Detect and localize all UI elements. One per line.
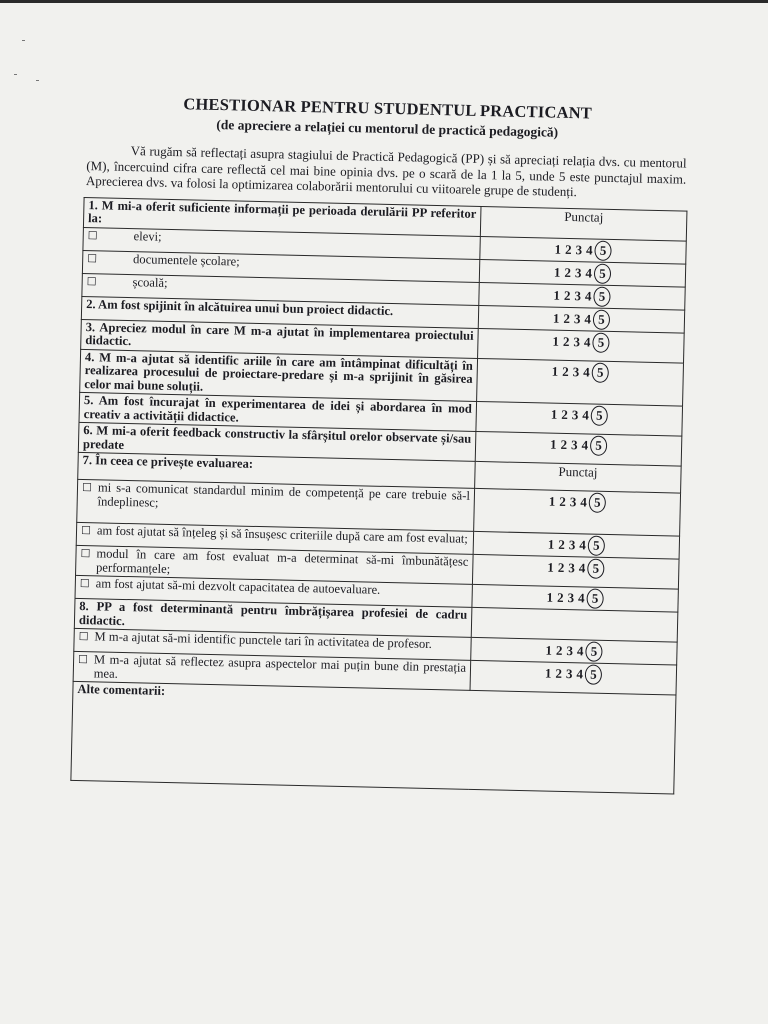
rating-option[interactable]: 4 <box>577 590 589 606</box>
question-text-cell: 5. Am fost încurajat în experimentarea de idei și abordarea în mod creativ a activității didactice. <box>79 392 477 431</box>
rating-option[interactable]: 1 <box>545 642 557 658</box>
rating-option[interactable]: 1 <box>553 264 565 280</box>
checkbox-icon[interactable]: ☐ <box>86 274 97 288</box>
rating-option[interactable]: 3 <box>567 590 579 606</box>
rating-option[interactable]: 2 <box>564 241 576 257</box>
rating-option[interactable]: 1 <box>547 559 559 575</box>
rating-option[interactable]: 1 <box>553 287 565 303</box>
rating-option[interactable]: 4 <box>580 494 591 510</box>
item-text: M m-a ajutat să reflectez asupra aspectelor mai puțin bune din prestația mea. <box>93 652 467 681</box>
item-text: am fost ajutat să-mi dezvolt capacitatea de autoevaluare. <box>95 576 381 597</box>
selected-rating-circle[interactable]: 5 <box>589 493 606 513</box>
item-text: am fost ajutat să înțeleg și să însușesc criteriile după care am fost evaluat; <box>96 523 469 546</box>
selected-rating-circle[interactable]: 5 <box>591 406 608 426</box>
comments-row <box>71 681 676 794</box>
selected-rating-circle[interactable]: 5 <box>590 436 607 456</box>
score-cell <box>477 358 684 406</box>
checkbox-icon[interactable]: ☐ <box>78 629 89 644</box>
questionnaire-page <box>70 92 689 795</box>
selected-rating-circle[interactable]: 5 <box>594 240 611 260</box>
rating-scale[interactable] <box>545 643 602 659</box>
score-cell <box>476 401 683 436</box>
comments-label: Alte comentarii: <box>77 681 166 698</box>
rating-option[interactable]: 4 <box>579 537 591 553</box>
rating-option[interactable]: 3 <box>570 437 582 453</box>
rating-option[interactable]: 1 <box>549 436 561 452</box>
checkbox-icon[interactable]: ☐ <box>87 251 98 265</box>
checkbox-icon[interactable]: ☐ <box>80 524 92 538</box>
score-cell <box>475 431 682 466</box>
checkbox-icon[interactable]: ☐ <box>81 481 93 495</box>
rating-option[interactable]: 2 <box>563 310 575 326</box>
rating-option[interactable]: 4 <box>584 287 596 304</box>
score-cell <box>470 660 677 695</box>
rating-option[interactable]: 3 <box>573 333 585 349</box>
rating-option[interactable]: 3 <box>574 264 586 280</box>
rating-option[interactable]: 1 <box>544 665 556 681</box>
selected-rating-circle[interactable]: 5 <box>588 536 605 556</box>
rating-option[interactable]: 1 <box>554 241 566 257</box>
item-text: elevi; <box>133 228 162 244</box>
rating-option[interactable]: 2 <box>555 642 567 659</box>
rating-scale[interactable] <box>545 666 602 682</box>
rating-option[interactable]: 4 <box>585 241 597 258</box>
rating-option[interactable]: 3 <box>565 666 577 682</box>
checkbox-icon[interactable]: ☐ <box>87 228 98 242</box>
question-text-cell: 7. În ceea ce privește evaluarea: <box>78 452 476 488</box>
questionnaire-table <box>70 196 687 794</box>
rating-option[interactable]: 3 <box>573 310 585 326</box>
rating-option[interactable]: 2 <box>562 333 574 349</box>
rating-option[interactable]: 4 <box>584 310 596 327</box>
item-text: mi s-a comunicat standardul minim de competență pe care trebuie să-l îndeplinesc; <box>97 480 471 510</box>
rating-option[interactable]: 2 <box>559 493 571 510</box>
rating-option[interactable]: 3 <box>574 287 586 303</box>
rating-option[interactable]: 3 <box>568 537 580 553</box>
empty-score-cell <box>471 607 678 642</box>
rating-option[interactable]: 1 <box>547 536 559 552</box>
selected-rating-circle[interactable]: 5 <box>594 263 611 283</box>
rating-option[interactable]: 1 <box>546 589 558 605</box>
question-text-cell: 6. M mi-a oferit feedback constructiv la sfârșitul orelor observate și/sau predate <box>78 422 476 461</box>
rating-scale[interactable] <box>546 590 603 606</box>
rating-scale[interactable] <box>554 241 611 257</box>
page-title: CHESTIONAR PENTRU STUDENTUL PRACTICANT <box>183 94 593 123</box>
rating-option[interactable]: 3 <box>572 363 584 379</box>
rating-option[interactable]: 4 <box>582 407 593 423</box>
rating-scale[interactable] <box>553 310 610 326</box>
question-text-cell: 4. M m-a ajutat să identific ariile în care am întâmpinat dificultăți în realizarea procesului de proiectare-predare și m-a sprijinit în găsirea celor mai bune soluții. <box>80 349 478 401</box>
punctaj-label: Punctaj <box>564 208 604 225</box>
score-cell <box>474 488 681 536</box>
rating-option[interactable]: 1 <box>552 333 564 349</box>
rating-option[interactable]: 2 <box>555 665 567 682</box>
rating-option[interactable]: 2 <box>558 536 570 553</box>
rating-scale[interactable] <box>554 264 611 280</box>
rating-scale[interactable] <box>552 333 609 349</box>
rating-option[interactable]: 1 <box>552 310 564 326</box>
score-cell <box>472 554 679 589</box>
rating-option[interactable]: 4 <box>585 264 597 281</box>
checkbox-icon[interactable]: ☐ <box>77 652 89 667</box>
rating-option[interactable]: 3 <box>569 494 581 510</box>
punctaj-label: Punctaj <box>558 463 598 480</box>
rating-scale[interactable] <box>553 287 610 303</box>
rating-option[interactable]: 2 <box>560 436 572 453</box>
score-column-header <box>480 206 687 241</box>
rating-scale[interactable] <box>549 494 606 510</box>
rating-option[interactable]: 4 <box>583 333 595 350</box>
intro-paragraph: Vă rugăm să reflectați asupra stagiului de Practică Pedagogică (PP) și să apreciați relația dvs. cu mentorul (M), încercuind cifra care reflectă cel mai bine opinia dvs. pe o scară de la 1 la 5, unde 5 este punctajul maxim. Aprecierea dvs. va folosi la optimizarea colaborării mentorului cu viitoarele grupe de studenți. <box>85 143 687 200</box>
selected-rating-circle[interactable]: 5 <box>585 664 602 684</box>
selected-rating-circle[interactable]: 5 <box>593 286 610 306</box>
rating-option[interactable]: 4 <box>583 363 594 380</box>
question-text-cell: 2. Am fost spijinit în alcătuirea unui bun proiect didactic. <box>81 296 478 328</box>
rating-option[interactable]: 3 <box>575 241 587 257</box>
rating-scale[interactable] <box>547 560 604 576</box>
rating-scale[interactable] <box>551 407 608 423</box>
selected-rating-circle[interactable]: 5 <box>586 588 603 608</box>
scan-top-edge <box>0 0 768 3</box>
question-text-cell: 1. M mi-a oferit suficiente informații pe perioada derulării PP referitor la: <box>83 197 481 236</box>
rating-option[interactable]: 4 <box>576 643 588 659</box>
selected-rating-circle[interactable]: 5 <box>587 558 604 578</box>
rating-option[interactable]: 2 <box>563 287 575 303</box>
score-cell <box>478 328 685 363</box>
rating-option[interactable]: 4 <box>578 560 590 576</box>
rating-option[interactable]: 2 <box>561 406 572 423</box>
rating-option[interactable]: 1 <box>551 363 563 379</box>
rating-option[interactable]: 1 <box>548 493 560 509</box>
rating-option[interactable]: 4 <box>576 666 588 682</box>
rating-option[interactable]: 2 <box>556 589 568 606</box>
rating-option[interactable]: 2 <box>557 559 569 576</box>
question-text-cell: 8. PP a fost determinantă pentru îmbrățișarea profesiei de cadru didactic. <box>74 598 472 637</box>
selected-rating-circle[interactable]: 5 <box>592 332 609 352</box>
rating-option[interactable]: 3 <box>566 643 578 659</box>
rating-option[interactable]: 3 <box>571 407 583 423</box>
rating-option[interactable]: 1 <box>550 406 562 422</box>
question-text-cell: 3. Apreciez modul în care M m-a ajutat în implementarea proiectului didactic. <box>81 319 479 358</box>
selected-rating-circle[interactable]: 5 <box>593 309 610 329</box>
item-text: școală; <box>132 274 168 290</box>
rating-scale[interactable] <box>552 363 609 379</box>
selected-rating-circle[interactable]: 5 <box>585 641 602 661</box>
item-text: M m-a ajutat să-mi identific punctele tari în activitatea de profesor. <box>94 629 433 651</box>
checkbox-icon[interactable]: ☐ <box>80 546 91 561</box>
rating-option[interactable]: 3 <box>568 560 580 576</box>
comments-area[interactable] <box>71 681 676 794</box>
rating-scale[interactable] <box>548 537 605 553</box>
rating-option[interactable]: 4 <box>581 437 593 453</box>
page-subtitle: (de apreciere a relației cu mentorul de practică pedagogică) <box>216 116 559 140</box>
rating-option[interactable]: 2 <box>562 363 573 379</box>
checkbox-icon[interactable]: ☐ <box>79 576 90 591</box>
item-text: documentele școlare; <box>132 251 240 269</box>
rating-option[interactable]: 2 <box>564 264 576 280</box>
selected-rating-circle[interactable]: 5 <box>592 362 609 382</box>
rating-scale[interactable] <box>550 437 607 453</box>
item-text: modul în care am fost evaluat m-a determinat să-mi îmbunătățesc performanțele; <box>95 546 469 576</box>
